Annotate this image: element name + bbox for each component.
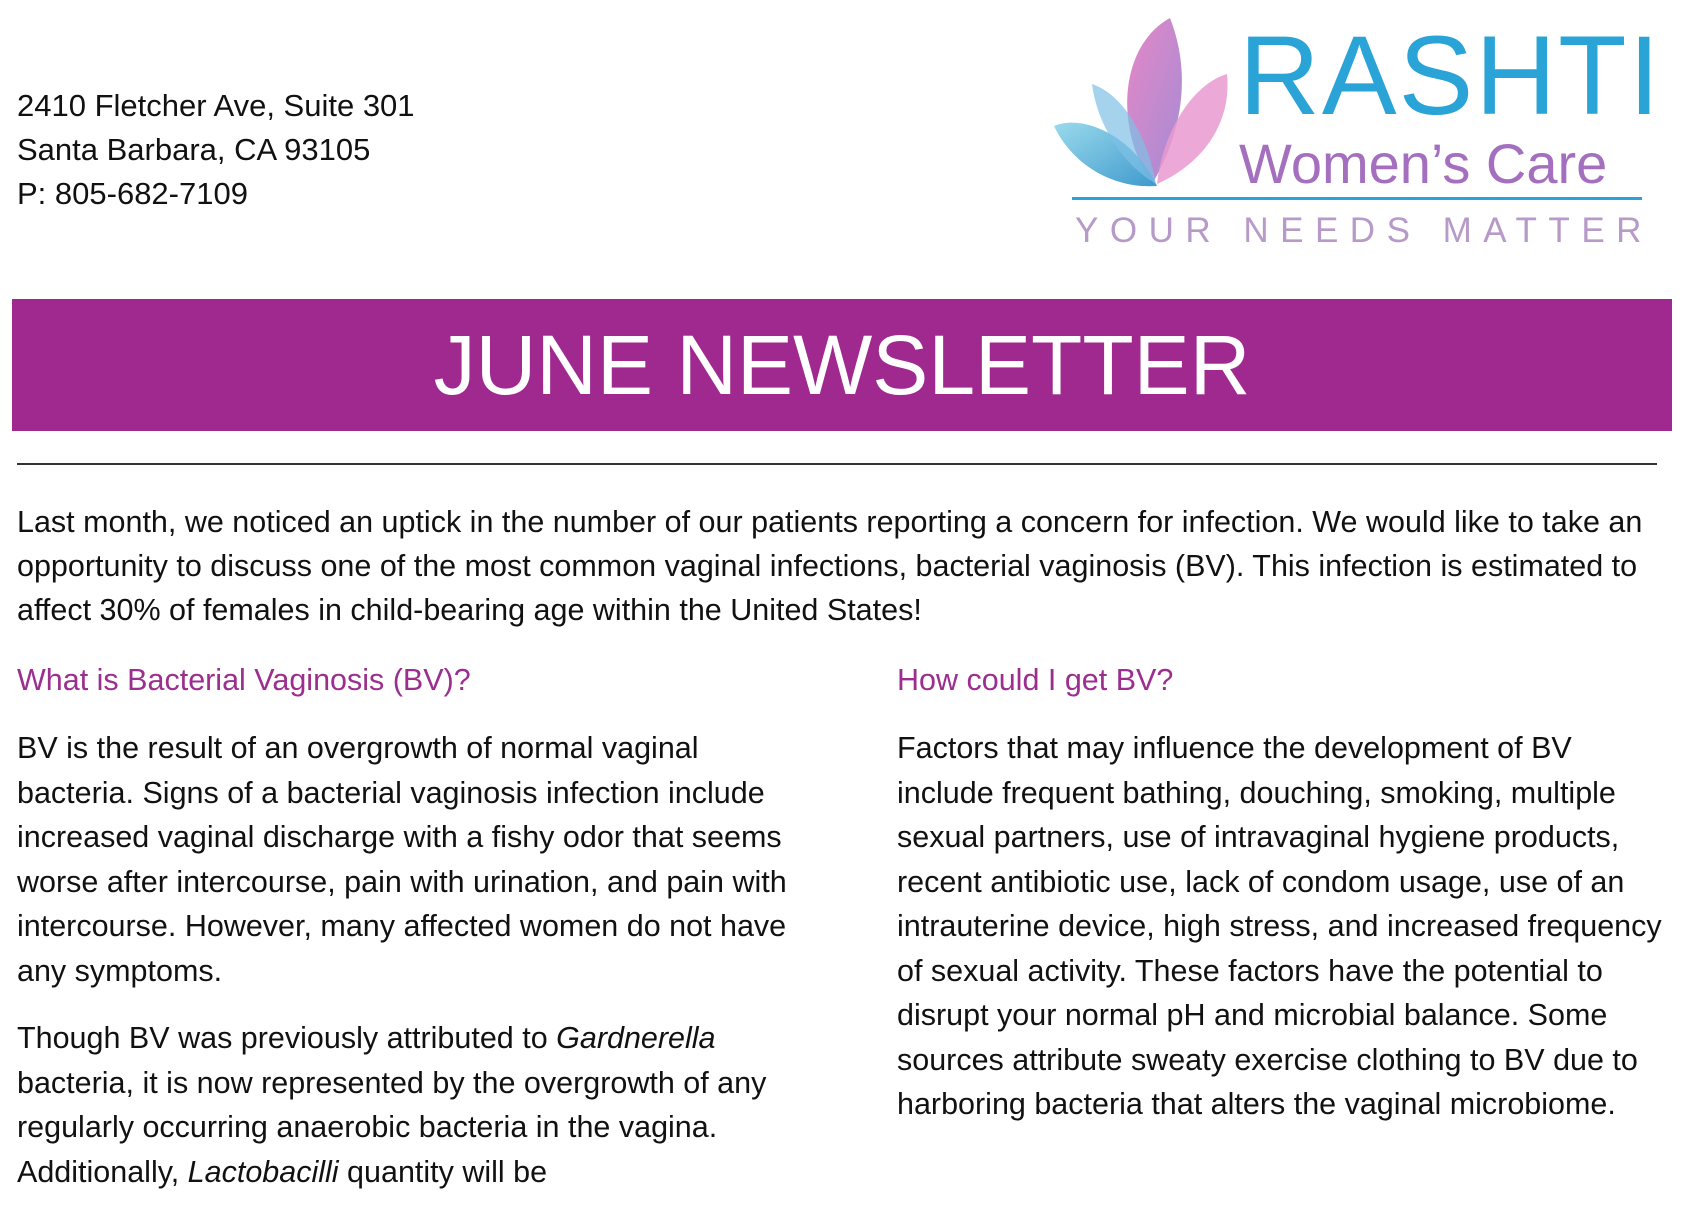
intro-paragraph: Last month, we noticed an uptick in the number of our patients reporting a concern for infection. We would like to take an opportunity to discuss one of the most common vaginal infections, bacterial vaginosis (BV). This infection is estimated to affect 30% of females in child-bearing age within the United States! xyxy=(17,505,1643,627)
logo-brand-name: RASHTI xyxy=(1239,13,1662,138)
butterfly-icon xyxy=(1052,14,1242,204)
logo-tagline: YOUR NEEDS MATTER xyxy=(1075,211,1653,250)
address-phone: P: 805-682-7109 xyxy=(17,176,248,211)
right-paragraph-1: Factors that may influence the development of BV include frequent bathing, douching, smoking, multiple sexual partners, use of intravaginal hygiene products, recent antibiotic use, lack of condom usage, use of an intrauterine device, high stress, and increased frequency of sexual activity. These factors have the potential to disrupt your normal pH and microbial balance. Some sources attribute sweaty exercise clothing to BV due to harboring bacteria that alters the vaginal microbiome. xyxy=(897,731,1662,1121)
section-divider xyxy=(17,463,1657,465)
clinic-address xyxy=(17,84,415,216)
left-heading: What is Bacterial Vaginosis (BV)? xyxy=(17,663,471,697)
logo-subtitle: Women’s Care xyxy=(1239,132,1608,195)
p2-text-a: Though BV was previously attributed to xyxy=(17,1021,557,1055)
p2-text-b: bacteria, it is now represented by the overgrowth of any regularly occurring anaerobic bacteria in the vagina. Additionally, xyxy=(17,1065,767,1189)
p2-italic-gardnerella: Gardnerella xyxy=(556,1021,716,1055)
newsletter-banner xyxy=(12,299,1672,431)
p2-text-c: quantity will be xyxy=(338,1154,548,1189)
address-street: 2410 Fletcher Ave, Suite 301 xyxy=(17,88,415,123)
address-city: Santa Barbara, CA 93105 xyxy=(17,132,371,167)
left-paragraph-1: BV is the result of an overgrowth of normal vaginal bacteria. Signs of a bacterial vaginosis infection include increased vaginal discharge with a fishy odor that seems worse after intercourse, pain with urination, and pain with intercourse. However, many affected women do not have any symptoms. xyxy=(17,731,787,988)
newsletter-title: JUNE NEWSLETTER xyxy=(433,318,1251,412)
clinic-logo xyxy=(1052,13,1662,254)
logo-divider xyxy=(1072,197,1642,200)
right-column xyxy=(897,658,1667,1150)
left-column xyxy=(17,658,787,1217)
right-heading: How could I get BV? xyxy=(897,663,1174,697)
left-paragraph-2 xyxy=(17,1016,787,1194)
p2-italic-lactobacilli: Lactobacilli xyxy=(187,1154,339,1189)
